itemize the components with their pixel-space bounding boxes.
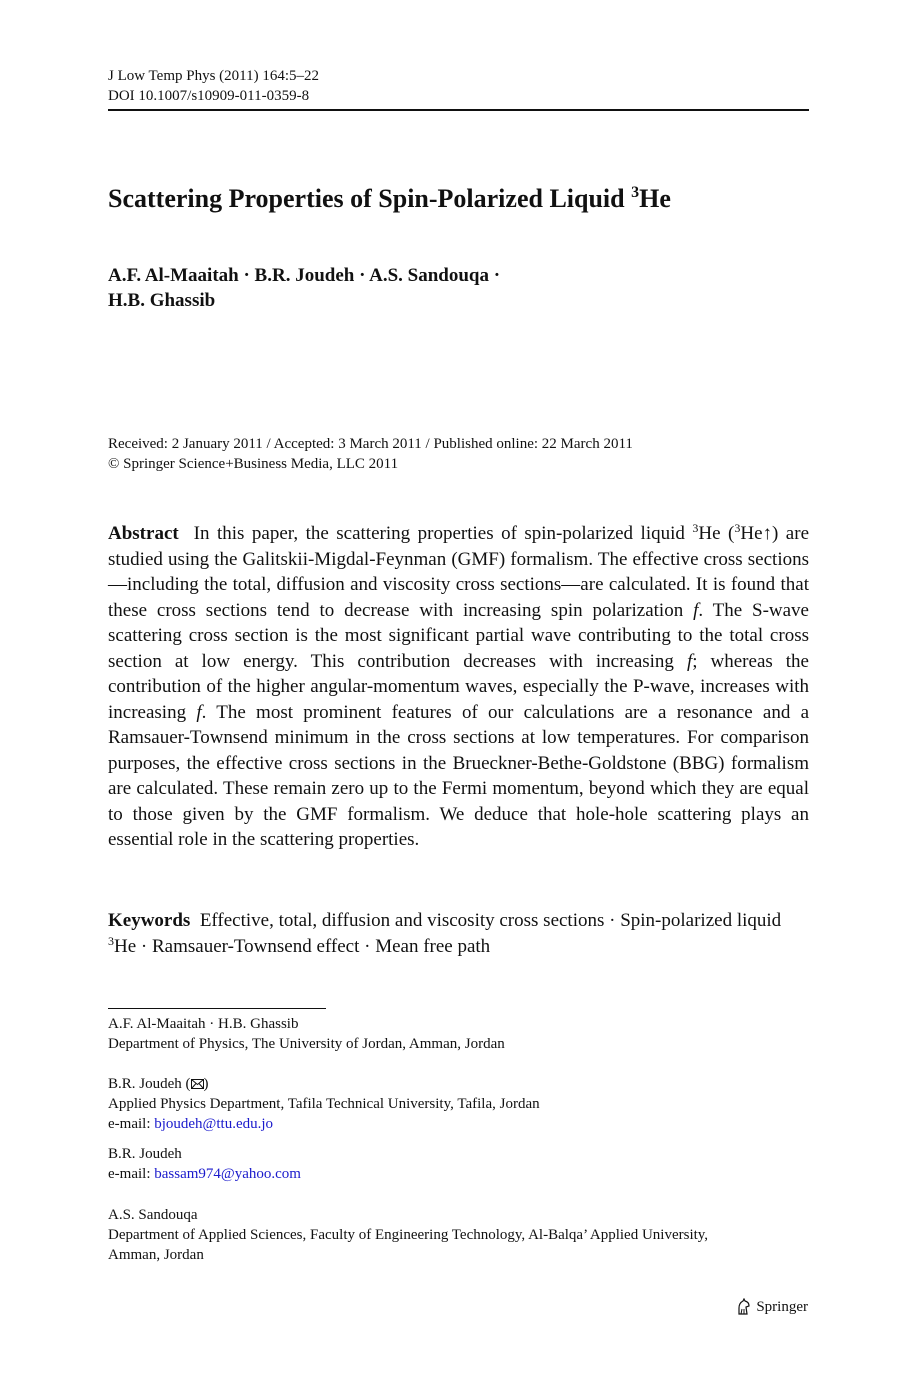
abstract-label: Abstract bbox=[108, 523, 179, 544]
paper-title: Scattering Properties of Spin-Polarized Liquid $^3$He bbox=[108, 184, 671, 213]
journal-citation: J Low Temp Phys (2011) 164:5–22 bbox=[108, 68, 320, 84]
copyright: © Springer Science+Business Media, LLC 2011 bbox=[108, 456, 399, 472]
affiliation-4: A.S. Sandouqa Department of Applied Sciences, Faculty of Engineering Technology, Al-Balqa’ Applied University, Amman, Jordan bbox=[108, 1207, 709, 1263]
affiliation-2: B.R. Joudeh ( ) Applied Physics Department, Tafila Technical University, Tafila, Jordan e-mail: bjoudeh@ttu.edu.jo bbox=[108, 1076, 540, 1132]
history-dates: Received: 2 January 2011 / Accepted: 3 March 2011 / Published online: 22 March 2011 bbox=[108, 436, 633, 452]
publisher-logo bbox=[736, 1298, 808, 1316]
doi: DOI 10.1007/s10909-011-0359-8 bbox=[108, 88, 310, 104]
affiliation-3: B.R. Joudeh e-mail: bassam974@yahoo.com bbox=[108, 1146, 301, 1182]
affiliation-1: A.F. Al-Maaitah · H.B. Ghassib Department of Physics, The University of Jordan, Amman, Jordan bbox=[108, 1016, 505, 1052]
envelope-icon bbox=[191, 1079, 204, 1089]
springer-horse-icon bbox=[736, 1298, 752, 1316]
publication-dates bbox=[108, 434, 633, 474]
email-link-bjoudeh[interactable]: bjoudeh@ttu.edu.jo bbox=[154, 1116, 274, 1132]
authors-line-2: H.B. Ghassib bbox=[108, 290, 216, 311]
running-header bbox=[108, 66, 319, 106]
keywords-label: Keywords bbox=[108, 910, 191, 931]
abstract: Abstract In this paper, the scattering properties of spin-polarized liquid $^3$He ($^3$He↑) are studied using the Galitskii-Migdal-Feynman (GMF) formalism. The effective cross sections—including the total, diffusion and viscosity cross sections—are calculated. It is found that these cross sections tend to decrease with increasing spin polarization f. The S-wave scattering cross section is the most significant partial wave contributing to the total cross section at low energy. This contribution decreases with increasing f; whereas the contribution of the higher angular-momentum waves, especially the P-wave, increases with increasing f. The most prominent features of our calculations are a resonance and a Ramsauer-Townsend minimum in the cross sections at low temperatures. For comparison purposes, the effective cross sections in the Brueckner-Bethe-Goldstone (BBG) formalism are calculated. These remain zero up to the Fermi momentum, beyond which they are equal to those given by the GMF formalism. We deduce that hole-hole scattering plays an essential role in the scattering properties. bbox=[108, 521, 810, 850]
authors-line-1: A.F. Al-Maaitah · B.R. Joudeh · A.S. Sandouqa · bbox=[108, 265, 501, 286]
publisher-name: Springer bbox=[756, 1298, 808, 1315]
keywords: Keywords Effective, total, diffusion and viscosity cross sections · Spin-polarized liquid $^3$He · Ramsauer-Townsend effect · Mean free path bbox=[108, 910, 782, 957]
footnote-rule bbox=[108, 1008, 326, 1009]
author-list bbox=[108, 263, 500, 313]
email-link-bassam[interactable]: bassam974@yahoo.com bbox=[154, 1166, 301, 1182]
header-rule bbox=[108, 109, 809, 111]
